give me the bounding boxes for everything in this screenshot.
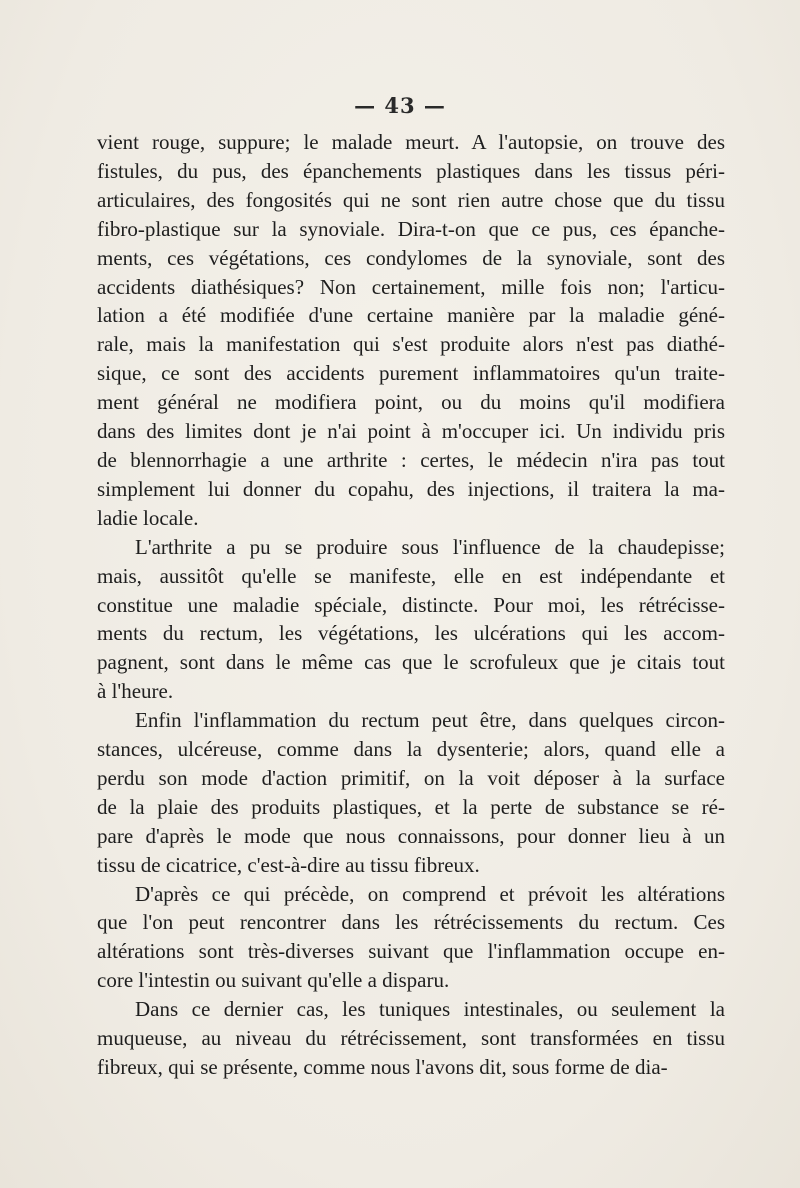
paragraph	[97, 533, 725, 706]
text-line: de blennorrhagie a une arthrite : certes, le médecin n'ira pas tout	[97, 447, 725, 472]
text-line: Dans ce dernier cas, les tuniques intestinales, ou seulement la	[135, 997, 725, 1022]
text-line: L'arthrite a pu se produire sous l'influence de la chaudepisse;	[135, 534, 725, 559]
text-line: stances, ulcéreuse, comme dans la dysenterie; alors, quand elle a	[97, 737, 725, 762]
text-line: core l'intestin ou suivant qu'elle a disparu.	[97, 968, 450, 993]
text-line: Enfin l'inflammation du rectum peut être, dans quelques circon-	[135, 708, 725, 733]
text-line: constitue une maladie spéciale, distincte. Pour moi, les rétrécisse-	[97, 592, 725, 617]
text-line: ments, ces végétations, ces condylomes de la synoviale, sont des	[97, 245, 725, 270]
text-line: tissu de cicatrice, c'est-à-dire au tissu fibreux.	[97, 852, 480, 877]
text-line: à l'heure.	[97, 679, 174, 704]
text-line: de la plaie des produits plastiques, et la perte de substance se ré-	[97, 794, 725, 819]
text-line: pare d'après le mode que nous connaissons, pour donner lieu à un	[97, 823, 725, 848]
body-text	[97, 128, 725, 1082]
text-line: pagnent, sont dans le même cas que le scrofuleux que je citais tout	[97, 650, 725, 675]
text-line: altérations sont très-diverses suivant que l'inflammation occupe en-	[97, 939, 725, 964]
text-line: ment général ne modifiera point, ou du moins qu'il modifiera	[97, 390, 725, 415]
text-line: dans des limites dont je n'ai point à m'occuper ici. Un individu pris	[97, 419, 725, 444]
text-line: ments du rectum, les végétations, les ulcérations qui les accom-	[97, 621, 725, 646]
page-number: — 43 —	[354, 93, 446, 118]
text-line: ladie locale.	[97, 505, 199, 530]
text-line: perdu son mode d'action primitif, on la voit déposer à la surface	[97, 765, 725, 790]
text-line: vient rouge, suppure; le malade meurt. A l'autopsie, on trouve des	[97, 130, 725, 154]
text-line: que l'on peut rencontrer dans les rétrécissements du rectum. Ces	[97, 910, 725, 935]
text-line: muqueuse, au niveau du rétrécissement, sont transformées en tissu	[97, 1026, 725, 1051]
paragraph	[97, 128, 725, 533]
paragraph	[97, 880, 725, 996]
text-line: fibro-plastique sur la synoviale. Dira-t-on que ce pus, ces épanche-	[97, 216, 725, 241]
text-line: D'après ce qui précède, on comprend et prévoit les altérations	[135, 881, 725, 906]
text-line: articulaires, des fongosités qui ne sont rien autre chose que du tissu	[97, 187, 725, 212]
paragraph	[97, 995, 725, 1082]
text-line: rale, mais la manifestation qui s'est produite alors n'est pas diathé-	[97, 332, 725, 357]
text-line: simplement lui donner du copahu, des injections, il traitera la ma-	[97, 476, 725, 501]
text-line: lation a été modifiée d'une certaine manière par la maladie géné-	[97, 303, 725, 328]
text-line: mais, aussitôt qu'elle se manifeste, elle en est indépendante et	[97, 563, 725, 588]
paragraph	[97, 706, 725, 879]
text-line: accidents diathésiques? Non certainement, mille fois non; l'articu-	[97, 274, 725, 299]
text-line: fistules, du pus, des épanchements plastiques dans les tissus péri-	[97, 158, 725, 183]
text-line: sique, ce sont des accidents purement inflammatoires qu'un traite-	[97, 361, 725, 386]
text-line: fibreux, qui se présente, comme nous l'avons dit, sous forme de dia-	[97, 1055, 668, 1079]
